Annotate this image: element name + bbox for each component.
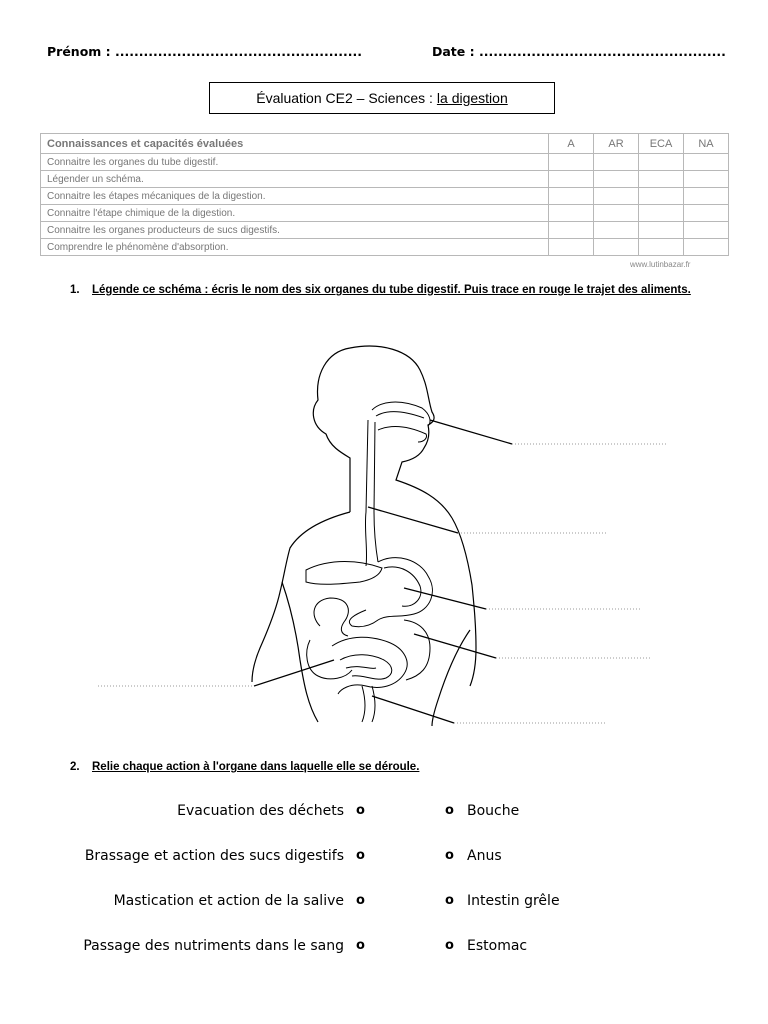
action-connector[interactable]: o [356, 938, 365, 953]
skill-label: Comprendre le phénomène d'absorption. [41, 239, 549, 256]
level-cell[interactable] [684, 188, 729, 205]
level-cell[interactable] [594, 239, 639, 256]
organ-connector[interactable]: o [445, 893, 454, 908]
organ-label: Anus [467, 848, 502, 864]
level-a: A [549, 134, 594, 154]
date-field[interactable]: Date : .................................................... [432, 44, 726, 59]
organ-connector[interactable]: o [445, 803, 454, 818]
table-row [41, 239, 729, 256]
question-2-number: 2. [70, 761, 80, 773]
action-connector[interactable]: o [356, 893, 365, 908]
table-row [41, 222, 729, 239]
digestive-system-diagram [0, 330, 768, 730]
action-connector[interactable]: o [356, 848, 365, 863]
skill-label: Légender un schéma. [41, 171, 549, 188]
table-row [41, 171, 729, 188]
level-cell[interactable] [639, 222, 684, 239]
answer-lines[interactable] [98, 444, 668, 723]
level-cell[interactable] [594, 188, 639, 205]
level-cell[interactable] [549, 222, 594, 239]
level-cell[interactable] [639, 188, 684, 205]
question-1-text: Légende ce schéma : écris le nom des six organes du tube digestif. Puis trace en rouge le trajet des aliments. [92, 284, 691, 296]
organ-label: Estomac [467, 938, 528, 954]
level-eca: ECA [639, 134, 684, 154]
level-cell[interactable] [549, 205, 594, 222]
level-cell[interactable] [549, 154, 594, 171]
level-cell[interactable] [639, 171, 684, 188]
body-silhouette [252, 346, 476, 726]
prenom-field[interactable]: Prénom : .................................................... [47, 44, 362, 59]
level-cell[interactable] [639, 205, 684, 222]
organ-label: Bouche [467, 803, 520, 819]
table-row [41, 154, 729, 171]
organ-label: Intestin grêle [467, 893, 560, 909]
level-cell[interactable] [549, 239, 594, 256]
action-label: Brassage et action des sucs digestifs [84, 848, 344, 864]
digestive-tract [306, 402, 432, 722]
level-cell[interactable] [549, 171, 594, 188]
evaluation-table [40, 133, 729, 256]
skill-label: Connaitre l'étape chimique de la digestion. [41, 205, 549, 222]
level-cell[interactable] [594, 171, 639, 188]
level-cell[interactable] [594, 205, 639, 222]
level-cell[interactable] [684, 205, 729, 222]
level-cell[interactable] [594, 222, 639, 239]
table-row [41, 205, 729, 222]
level-na: NA [684, 134, 729, 154]
credit-text: www.lutinbazar.fr [630, 260, 691, 269]
organ-connector[interactable]: o [445, 848, 454, 863]
level-cell[interactable] [594, 154, 639, 171]
question-1-number: 1. [70, 284, 80, 296]
action-label: Evacuation des déchets [177, 803, 344, 819]
skill-label: Connaitre les organes du tube digestif. [41, 154, 549, 171]
level-cell[interactable] [639, 239, 684, 256]
title-main: Évaluation CE2 – Sciences : [256, 90, 433, 106]
level-cell[interactable] [549, 188, 594, 205]
action-label: Passage des nutriments dans le sang [83, 938, 344, 954]
page-title [209, 82, 555, 114]
level-cell[interactable] [684, 154, 729, 171]
action-connector[interactable]: o [356, 803, 365, 818]
level-ar: AR [594, 134, 639, 154]
level-cell[interactable] [684, 239, 729, 256]
level-cell[interactable] [684, 222, 729, 239]
organ-connector[interactable]: o [445, 938, 454, 953]
level-cell[interactable] [684, 171, 729, 188]
skill-label: Connaitre les organes producteurs de sucs digestifs. [41, 222, 549, 239]
evaluation-table-header: Connaissances et capacités évaluées [41, 134, 549, 154]
level-cell[interactable] [639, 154, 684, 171]
question-2-text: Relie chaque action à l'organe dans laquelle elle se déroule. [92, 761, 420, 773]
title-topic: la digestion [436, 90, 508, 106]
skill-label: Connaitre les étapes mécaniques de la digestion. [41, 188, 549, 205]
table-row [41, 188, 729, 205]
action-label: Mastication et action de la salive [113, 893, 344, 909]
